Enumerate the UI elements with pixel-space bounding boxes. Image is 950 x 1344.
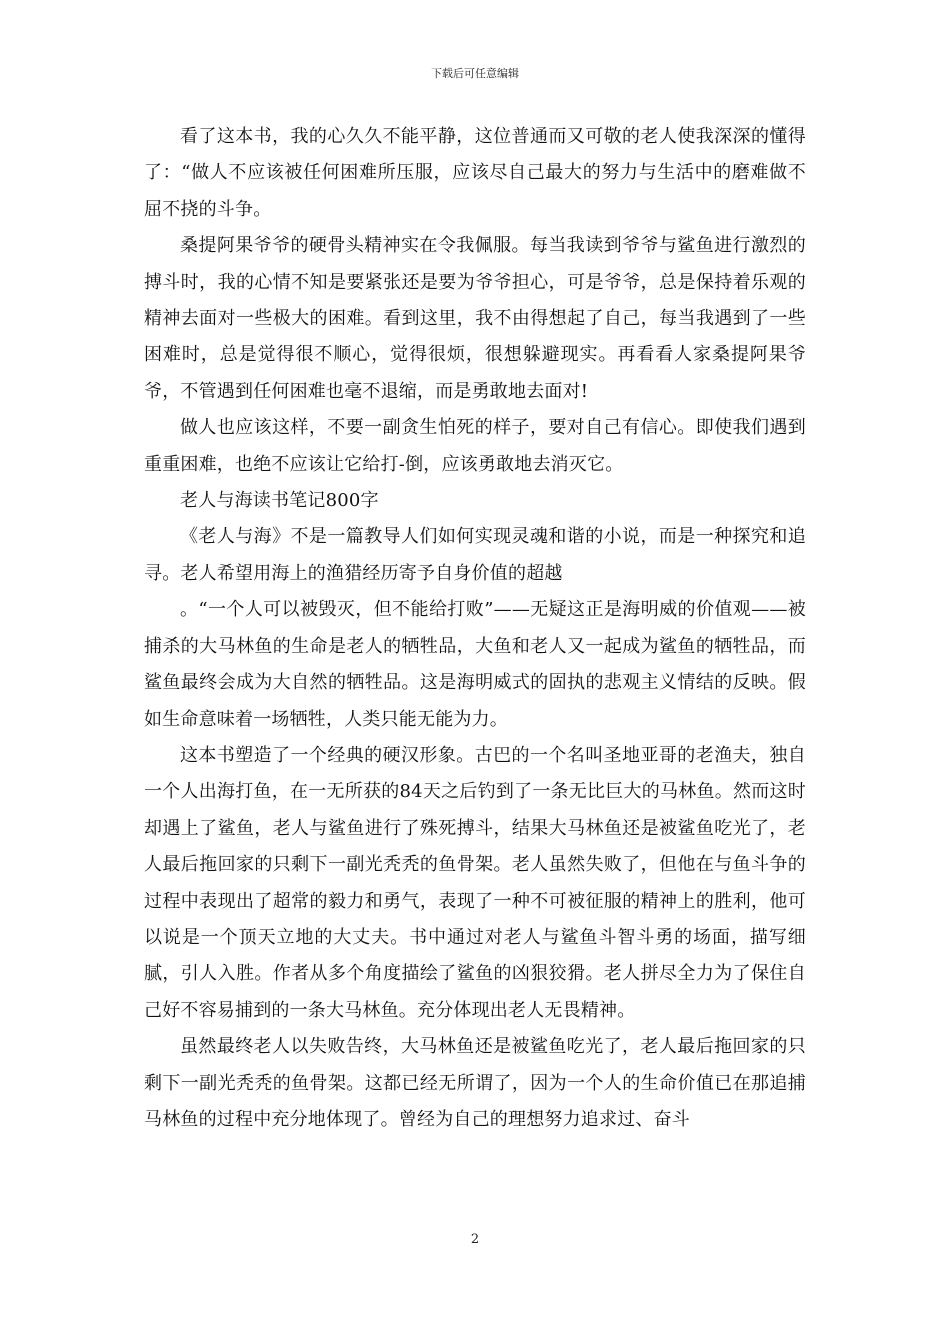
paragraph-1: 看了这本书，我的心久久不能平静，这位普通而又可敬的老人使我深深的懂得了：“做人不应该被任何困难所压服，应该尽自己最大的努力与生活中的磨难做不屈不挠的斗争。 bbox=[144, 126, 806, 220]
paragraph-5: 。“一个人可以被毁灭，但不能给打败”——无疑这正是海明威的价值观——被捕杀的大马林鱼的生命是老人的牺牲品，大鱼和老人又一起成为鲨鱼的牺牲品，而鲨鱼最终会成为大自然的牺牲品。这是海明威式的固执的悲观主义情结的反映。假如生命意味着一场牺牲，人类只能无能为力。 bbox=[144, 599, 806, 730]
section-title: 老人与海读书笔记800字 bbox=[180, 490, 379, 512]
document-body bbox=[144, 119, 806, 1138]
paragraph-2: 桑提阿果爷爷的硬骨头精神实在令我佩服。每当我读到爷爷与鲨鱼进行激烈的搏斗时，我的心情不知是要紧张还是要为爷爷担心，可是爷爷，总是保持着乐观的精神去面对一些极大的困难。看到这里，我不由得想起了自己，每当我遇到了一些困难时，总是觉得很不顺心，觉得很烦，很想躲避现实。再看看人家桑提阿果爷爷，不管遇到任何困难也毫不退缩，而是勇敢地去面对! bbox=[144, 235, 806, 402]
paragraph-4: 《老人与海》不是一篇教导人们如何实现灵魂和谐的小说，而是一种探究和追寻。老人希望用海上的渔猎经历寄予自身价值的超越 bbox=[144, 526, 806, 584]
paragraph-3: 做人也应该这样，不要一副贪生怕死的样子，要对自己有信心。即使我们遇到重重困难，也绝不应该让它给打-倒，应该勇敢地去消灭它。 bbox=[144, 417, 806, 475]
page-number: 2 bbox=[470, 1232, 480, 1247]
paragraph-6: 这本书塑造了一个经典的硬汉形象。古巴的一个名叫圣地亚哥的老渔夫，独自一个人出海打鱼，在一无所获的84天之后钓到了一条无比巨大的马林鱼。然而这时却遇上了鲨鱼，老人与鲨鱼进行了殊死搏斗，结果大马林鱼还是被鲨鱼吃光了，老人最后拖回家的只剩下一副光秃秃的鱼骨架。老人虽然失败了，但他在与鱼斗争的过程中表现出了超常的毅力和勇气，表现了一种不可被征服的精神上的胜利，他可以说是一个顶天立地的大丈夫。书中通过对老人与鲨鱼斗智斗勇的场面，描写细腻，引人入胜。作者从多个角度描绘了鲨鱼的凶狠狡猾。老人拼尽全力为了保住自己好不容易捕到的一条大马林鱼。充分体现出老人无畏精神。 bbox=[144, 744, 806, 1021]
paragraph-7: 虽然最终老人以失败告终，大马林鱼还是被鲨鱼吃光了，老人最后拖回家的只剩下一副光秃秃的鱼骨架。这都已经无所谓了，因为一个人的生命价值已在那追捕马林鱼的过程中充分地体现了。曾经为自己的理想努力追求过、奋斗 bbox=[144, 1036, 806, 1130]
page-header: 下载后可任意编辑 bbox=[431, 67, 519, 80]
